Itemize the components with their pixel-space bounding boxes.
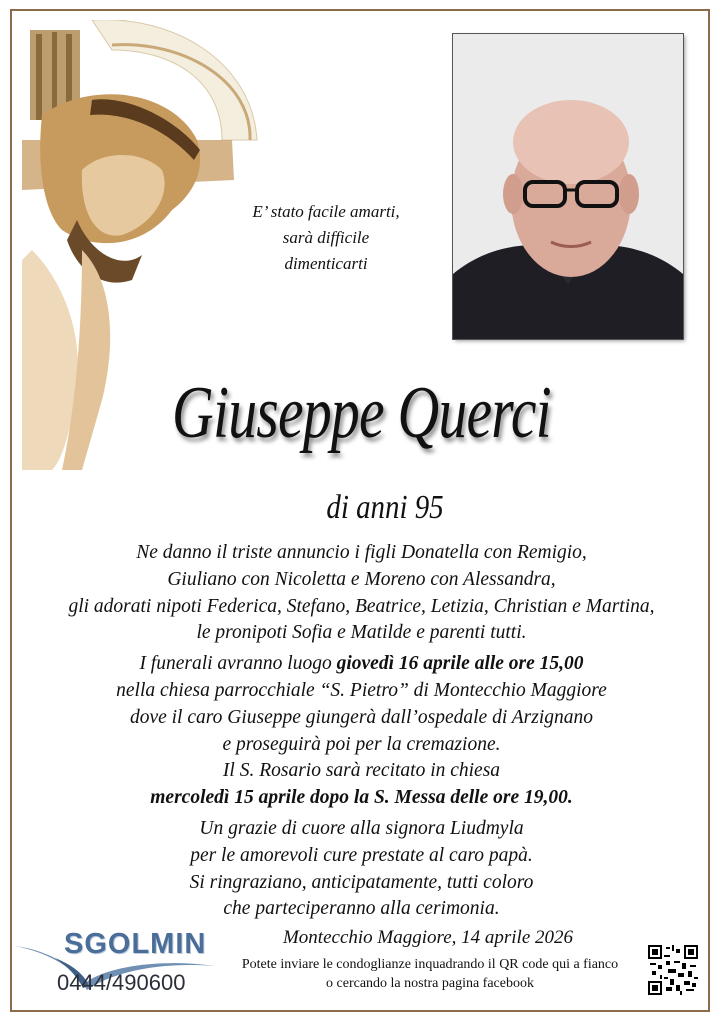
- place-and-date: Montecchio Maggiore, 14 aprile 2026: [282, 927, 574, 948]
- announcement-line: gli adorati nipoti Federica, Stefano, Beatrice, Letizia, Christian e Martina,: [68, 595, 655, 617]
- funeral-intro: I funerali avranno luogo: [139, 653, 337, 675]
- thanks-line: Si ringraziano, anticipatamente, tutti coloro: [189, 871, 534, 893]
- thanks-line: per le amorevoli cure prestate al caro papà.: [190, 844, 533, 866]
- portrait-image: [453, 34, 683, 339]
- condolences-line-1: Potete inviare le condoglianze inquadrando il QR code qui a fianco: [241, 957, 619, 972]
- announcement-line: Ne danno il triste annuncio i figli Donatella con Remigio,: [136, 542, 587, 563]
- condolences-note: [215, 955, 645, 993]
- thanks-line: che parteciperanno alla cerimonia.: [223, 898, 500, 920]
- funeral-cremation: e proseguirà poi per la cremazione.: [222, 733, 501, 755]
- quote-line-2: sarà difficile: [282, 228, 370, 247]
- rosary-line: Il S. Rosario sarà recitato in chiesa: [222, 760, 501, 782]
- funeral-datetime: giovedì 16 aprile alle ore 15,00: [336, 653, 584, 675]
- agency-phone: 0444/490600: [57, 970, 186, 995]
- portrait-photo: [453, 34, 683, 339]
- condolences-line-2: o cercando la nostra pagina facebook: [326, 976, 534, 991]
- obituary-body: [0, 540, 723, 923]
- announcement-line: le pronipoti Sofia e Matilde e parenti tutti.: [196, 622, 527, 644]
- quote-line-3: dimenticarti: [284, 254, 368, 273]
- agency-name: SGOLMIN: [64, 928, 207, 960]
- memorial-quote: [236, 199, 416, 277]
- funeral-church: nella chiesa parrocchiale “S. Pietro” di Montecchio Maggiore: [116, 679, 607, 701]
- thanks-line: Un grazie di cuore alla signora Liudmyla: [199, 817, 524, 839]
- announcement-line: Giuliano con Nicoletta e Moreno con Alessandra,: [167, 568, 556, 590]
- qr-code-icon[interactable]: [648, 945, 698, 995]
- deceased-name: Giuseppe Querci: [172, 372, 551, 454]
- rosary-datetime: mercoledì 15 aprile dopo la S. Messa delle ore 19,00.: [150, 787, 573, 809]
- deceased-age: di anni 95: [326, 489, 444, 526]
- funeral-arrival: dove il caro Giuseppe giungerà dall’ospedale di Arzignano: [129, 706, 594, 728]
- funeral-line: [0, 651, 723, 678]
- quote-line-1: E’ stato facile amarti,: [252, 202, 400, 221]
